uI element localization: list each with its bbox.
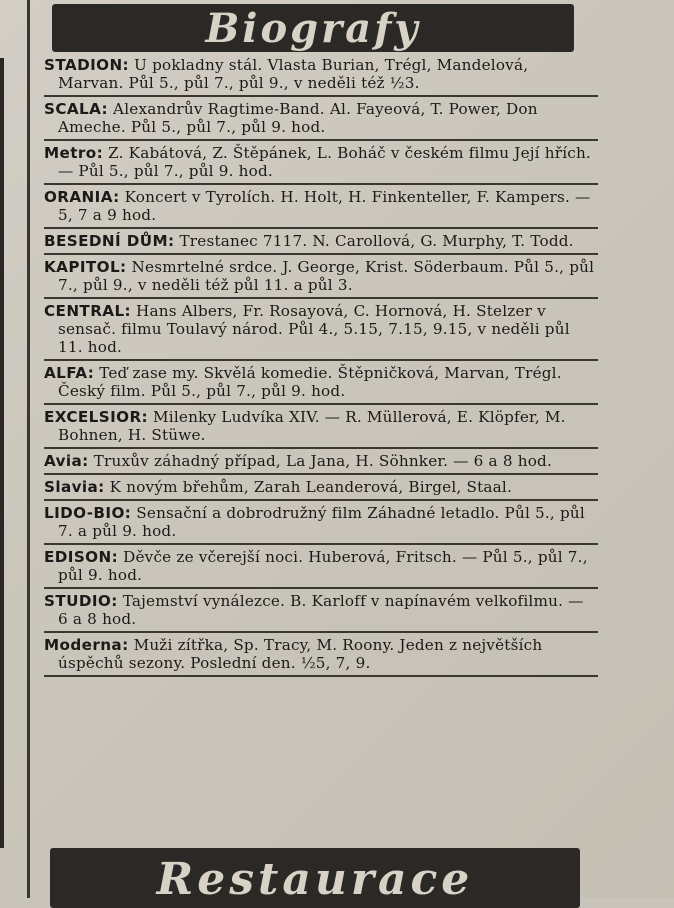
section-header-banner	[52, 4, 574, 52]
cinema-name: ORANIA:	[44, 188, 120, 206]
listing-text: Milenky Ludvíka XIV. — R. Müllerová, E. Klöpfer, M. Bohnen, H. Stüwe.	[58, 408, 566, 444]
cinema-name: LIDO-BIO:	[44, 504, 132, 522]
listing-item	[44, 185, 598, 229]
listing-text: Truxův záhadný případ, La Jana, H. Söhnker. — 6 a 8 hod.	[88, 452, 552, 470]
listing-item	[44, 229, 598, 255]
cinema-name: Moderna:	[44, 636, 129, 654]
cinema-name: BESEDNÍ DŮM:	[44, 232, 175, 250]
listing-item	[44, 501, 598, 545]
listing-item	[44, 255, 598, 299]
listing-text: Teď zase my. Skvělá komedie. Štěpničková, Marvan, Trégl. Český film. Půl 5., půl 7., půl 9. hod.	[58, 364, 562, 400]
cinema-name: EXCELSIOR:	[44, 408, 149, 426]
listing-text: Z. Kabátová, Z. Štěpánek, L. Boháč v českém filmu Její hřích. — Půl 5., půl 7., půl 9. hod.	[58, 144, 591, 180]
listing-item	[44, 97, 598, 141]
listing-item	[44, 545, 598, 589]
cinema-name: EDISON:	[44, 548, 119, 566]
section-title: Biografy	[205, 4, 421, 52]
cinema-name: Avia:	[44, 452, 89, 470]
listing-text: Hans Albers, Fr. Rosayová, C. Hornová, H. Stelzer v sensač. filmu Toulavý národ. Půl 4., 5.15, 7.15, 9.15, v neděli půl 11. hod.	[58, 302, 570, 356]
listing-item	[44, 299, 598, 361]
next-section-banner	[50, 848, 580, 908]
listing-text: Trestanec 7117. N. Carollová, G. Murphy, T. Todd.	[174, 232, 574, 250]
listing-item	[44, 405, 598, 449]
listing-item	[44, 633, 598, 677]
listing-item	[44, 141, 598, 185]
listing-text: Děvče ze včerejší noci. Huberová, Fritsch. — Půl 5., půl 7., půl 9. hod.	[58, 548, 588, 584]
listing-text: Tajemství vynálezce. B. Karloff v napínavém velkofilmu. — 6 a 8 hod.	[58, 592, 584, 628]
listing-item	[44, 475, 598, 501]
cinema-name: Slavia:	[44, 478, 105, 496]
cinema-name: STUDIO:	[44, 592, 118, 610]
cinema-name: CENTRAL:	[44, 302, 131, 320]
listing-item	[44, 589, 598, 633]
cinema-name: Metro:	[44, 144, 104, 162]
listing-text: K novým břehům, Zarah Leanderová, Birgel, Staal.	[104, 478, 512, 496]
column-rule	[27, 0, 30, 898]
next-section-title: Restaurace	[156, 854, 474, 905]
listing-text: Alexandrův Ragtime-Band. Al. Fayeová, T. Power, Don Ameche. Půl 5., půl 7., půl 9. hod.	[58, 100, 538, 136]
cinema-name: STADION:	[44, 56, 130, 74]
cinema-listings	[44, 53, 598, 677]
listing-text: Nesmrtelné srdce. J. George, Krist. Söderbaum. Půl 5., půl 7., půl 9., v neděli též půl 11. a půl 3.	[58, 258, 595, 294]
listing-item	[44, 361, 598, 405]
listing-text: Sensační a dobrodružný film Záhadné letadlo. Půl 5., půl 7. a půl 9. hod.	[58, 504, 585, 540]
listing-text: Koncert v Tyrolích. H. Holt, H. Finkenteller, F. Kampers. — 5, 7 a 9 hod.	[58, 188, 591, 224]
column-rule-left	[0, 58, 4, 848]
listing-text: Muži zítřka, Sp. Tracy, M. Roony. Jeden z největších úspěchů sezony. Poslední den. ½5, 7, 9.	[58, 636, 543, 672]
cinema-name: SCALA:	[44, 100, 109, 118]
listing-item	[44, 53, 598, 97]
cinema-name: ALFA:	[44, 364, 95, 382]
listing-item	[44, 449, 598, 475]
listing-text: U pokladny stál. Vlasta Burian, Trégl, Mandelová, Marvan. Půl 5., půl 7., půl 9., v neděli též ½3.	[58, 56, 529, 92]
cinema-name: KAPITOL:	[44, 258, 127, 276]
